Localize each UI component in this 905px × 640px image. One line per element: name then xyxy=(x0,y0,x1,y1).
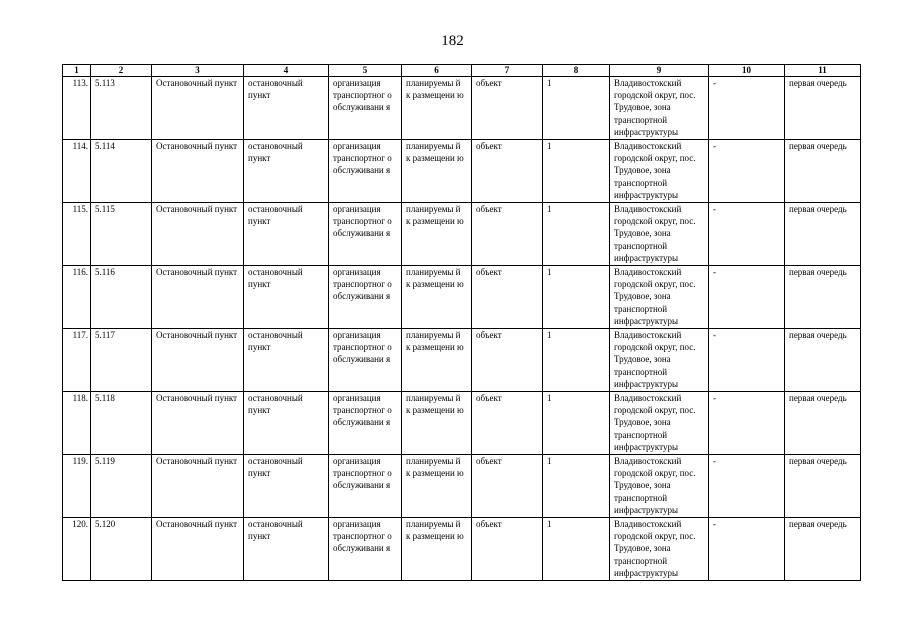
cell-num: 118. xyxy=(63,392,91,455)
column-header-4: 4 xyxy=(244,65,329,77)
cell-name: Остановочный пункт xyxy=(152,77,244,140)
cell-location: Владивостокский городской округ, пос. Трудовое, зона транспортной инфраструктуры xyxy=(610,77,709,140)
cell-location: Владивостокский городской округ, пос. Трудовое, зона транспортной инфраструктуры xyxy=(610,518,709,581)
cell-kind: остановочный пункт xyxy=(244,392,329,455)
cell-code: 5.118 xyxy=(91,392,152,455)
cell-status: планируемы й к размещени ю xyxy=(402,266,472,329)
cell-purpose: организация транспортног о обслуживани я xyxy=(329,455,402,518)
cell-name: Остановочный пункт xyxy=(152,392,244,455)
table-row xyxy=(63,140,861,203)
cell-count: 1 xyxy=(543,140,610,203)
table-row xyxy=(63,392,861,455)
cell-type: объект xyxy=(472,77,543,140)
table-row xyxy=(63,77,861,140)
cell-kind: остановочный пункт xyxy=(244,203,329,266)
cell-count: 1 xyxy=(543,518,610,581)
cell-kind: остановочный пункт xyxy=(244,455,329,518)
cell-status: планируемы й к размещени ю xyxy=(402,77,472,140)
cell-purpose: организация транспортног о обслуживани я xyxy=(329,77,402,140)
cell-name: Остановочный пункт xyxy=(152,518,244,581)
table-row xyxy=(63,518,861,581)
cell-location: Владивостокский городской округ, пос. Трудовое, зона транспортной инфраструктуры xyxy=(610,266,709,329)
cell-name: Остановочный пункт xyxy=(152,266,244,329)
cell-status: планируемы й к размещени ю xyxy=(402,140,472,203)
cell-type: объект xyxy=(472,455,543,518)
objects-table xyxy=(62,64,861,581)
cell-code: 5.120 xyxy=(91,518,152,581)
cell-purpose: организация транспортног о обслуживани я xyxy=(329,140,402,203)
cell-status: планируемы й к размещени ю xyxy=(402,518,472,581)
page-number: 182 xyxy=(441,33,464,49)
cell-purpose: организация транспортног о обслуживани я xyxy=(329,203,402,266)
cell-note: - xyxy=(709,329,785,392)
cell-count: 1 xyxy=(543,392,610,455)
cell-name: Остановочный пункт xyxy=(152,203,244,266)
cell-num: 113. xyxy=(63,77,91,140)
cell-code: 5.115 xyxy=(91,203,152,266)
column-header-6: 6 xyxy=(402,65,472,77)
cell-num: 119. xyxy=(63,455,91,518)
cell-count: 1 xyxy=(543,266,610,329)
cell-status: планируемы й к размещени ю xyxy=(402,329,472,392)
cell-num: 117. xyxy=(63,329,91,392)
cell-stage: первая очередь xyxy=(785,203,861,266)
table-row xyxy=(63,266,861,329)
cell-kind: остановочный пункт xyxy=(244,77,329,140)
cell-name: Остановочный пункт xyxy=(152,329,244,392)
cell-location: Владивостокский городской округ, пос. Трудовое, зона транспортной инфраструктуры xyxy=(610,329,709,392)
cell-kind: остановочный пункт xyxy=(244,266,329,329)
cell-code: 5.119 xyxy=(91,455,152,518)
cell-location: Владивостокский городской округ, пос. Трудовое, зона транспортной инфраструктуры xyxy=(610,455,709,518)
cell-stage: первая очередь xyxy=(785,455,861,518)
cell-kind: остановочный пункт xyxy=(244,518,329,581)
cell-location: Владивостокский городской округ, пос. Трудовое, зона транспортной инфраструктуры xyxy=(610,392,709,455)
cell-location: Владивостокский городской округ, пос. Трудовое, зона транспортной инфраструктуры xyxy=(610,140,709,203)
cell-type: объект xyxy=(472,518,543,581)
cell-type: объект xyxy=(472,392,543,455)
column-header-1: 1 xyxy=(63,65,91,77)
column-header-8: 8 xyxy=(543,65,610,77)
column-header-2: 2 xyxy=(91,65,152,77)
column-header-11: 11 xyxy=(785,65,861,77)
cell-type: объект xyxy=(472,203,543,266)
cell-num: 115. xyxy=(63,203,91,266)
cell-stage: первая очередь xyxy=(785,392,861,455)
cell-code: 5.116 xyxy=(91,266,152,329)
cell-note: - xyxy=(709,203,785,266)
cell-code: 5.113 xyxy=(91,77,152,140)
cell-stage: первая очередь xyxy=(785,77,861,140)
cell-count: 1 xyxy=(543,455,610,518)
cell-status: планируемы й к размещени ю xyxy=(402,203,472,266)
column-header-5: 5 xyxy=(329,65,402,77)
cell-stage: первая очередь xyxy=(785,518,861,581)
table-row xyxy=(63,455,861,518)
table-row xyxy=(63,329,861,392)
cell-note: - xyxy=(709,392,785,455)
cell-num: 120. xyxy=(63,518,91,581)
cell-stage: первая очередь xyxy=(785,140,861,203)
cell-location: Владивостокский городской округ, пос. Трудовое, зона транспортной инфраструктуры xyxy=(610,203,709,266)
cell-purpose: организация транспортног о обслуживани я xyxy=(329,518,402,581)
table-header-row xyxy=(63,65,861,77)
cell-stage: первая очередь xyxy=(785,329,861,392)
cell-note: - xyxy=(709,77,785,140)
cell-num: 114. xyxy=(63,140,91,203)
table-body xyxy=(63,77,861,581)
cell-note: - xyxy=(709,455,785,518)
cell-note: - xyxy=(709,518,785,581)
cell-note: - xyxy=(709,266,785,329)
cell-note: - xyxy=(709,140,785,203)
table-row xyxy=(63,203,861,266)
cell-count: 1 xyxy=(543,329,610,392)
cell-type: объект xyxy=(472,329,543,392)
cell-kind: остановочный пункт xyxy=(244,140,329,203)
cell-purpose: организация транспортног о обслуживани я xyxy=(329,266,402,329)
cell-status: планируемы й к размещени ю xyxy=(402,392,472,455)
cell-kind: остановочный пункт xyxy=(244,329,329,392)
cell-status: планируемы й к размещени ю xyxy=(402,455,472,518)
cell-stage: первая очередь xyxy=(785,266,861,329)
column-header-9: 9 xyxy=(610,65,709,77)
cell-code: 5.114 xyxy=(91,140,152,203)
cell-name: Остановочный пункт xyxy=(152,455,244,518)
cell-type: объект xyxy=(472,266,543,329)
column-header-3: 3 xyxy=(152,65,244,77)
column-header-10: 10 xyxy=(709,65,785,77)
column-header-7: 7 xyxy=(472,65,543,77)
cell-num: 116. xyxy=(63,266,91,329)
cell-code: 5.117 xyxy=(91,329,152,392)
cell-purpose: организация транспортног о обслуживани я xyxy=(329,329,402,392)
cell-type: объект xyxy=(472,140,543,203)
cell-count: 1 xyxy=(543,77,610,140)
cell-purpose: организация транспортног о обслуживани я xyxy=(329,392,402,455)
cell-name: Остановочный пункт xyxy=(152,140,244,203)
cell-count: 1 xyxy=(543,203,610,266)
